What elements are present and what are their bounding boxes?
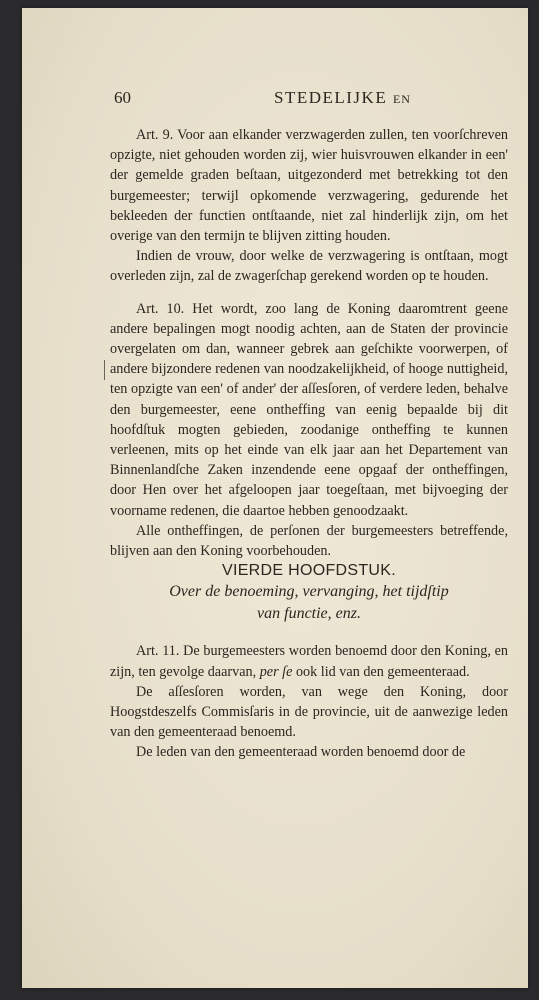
paragraph-art-9: Art. 9. Voor aan elkander verzwagerden zullen, ten voorſchreven opzigte, niet gehouden worden zij, wier huisvrouwen elkander in een' der gemelde graden beſtaan, uitgezonderd met betrekking tot den burgemeester; terwijl opkomende verzwagering, gedurende het bekleeden der functien ontſtaande, niet zal hinderlijk zijn, om het overige van den termijn te blijven zitting houden. <box>110 127 508 245</box>
book-page <box>22 8 528 988</box>
art-11-tail: ook lid van den gemeenteraad. <box>295 663 470 680</box>
page-number: 60 <box>114 88 131 107</box>
chapter-subtitle-line-2: van functie, enz. <box>257 605 361 623</box>
chapter-subtitle <box>110 581 508 625</box>
paragraph-art-10-cont: Alle ontheffingen, de perſonen der burgemeesters betreffende, blijven aan den Koning voorbehouden. <box>110 522 508 560</box>
paragraph-leden: De leden van den gemeenteraad worden benoemd door de <box>136 744 466 761</box>
page-body <box>110 125 508 763</box>
running-title-main: STEDELIJKE <box>274 88 388 107</box>
running-title <box>274 88 411 108</box>
paragraph-art-9-cont: Indien de vrouw, door welke de verzwagering is ontſtaan, mogt overleden zijn, zal de zwagerſchap gerekend worden op te houden. <box>110 248 508 285</box>
art-11-italic: per ſe <box>259 663 293 680</box>
running-title-suffix: EN <box>392 92 411 106</box>
margin-mark <box>104 360 105 380</box>
paragraph-art-11 <box>110 641 508 681</box>
paragraph-assessoren: De aſſesſoren worden, van wege den Koning, door Hoogstdeszelfs Commisſaris in de provincie, uit de aanwezige leden van den gemeenteraad benoemd. <box>110 683 508 741</box>
art-11-lead: Art. 11. De burgemeesters worden benoemd door den Koning, en zijn, ten gevolge daarvan, <box>110 643 508 680</box>
page-header <box>114 88 514 114</box>
chapter-heading: VIERDE HOOFDSTUK. <box>221 562 396 580</box>
chapter-subtitle-line-1: Over de benoeming, vervanging, het tijdſtip <box>169 583 449 601</box>
paragraph-art-10: Art. 10. Het wordt, zoo lang de Koning daaromtrent geene andere bepalingen mogt noodig achten, aan de Staten der provincie overgelaten om dan, wanneer gebrek aan geſchikte voorwerpen, of andere bijzondere redenen van noodzakelijkheid, of hooge nuttigheid, ten opzigte van een' of ander' der aſſesſoren, of verdere leden, behalve den burgemeester, eene ontheffing van eenig bepaalde bij dit hoofdſtuk mogten gebieden, zoodanige ontheffing te kunnen verleenen, mits op het einde van elk jaar aan het Departement van Binnenlandſche Zaken inzendende eene opgaaf der ontheffingen, door Hen over het afgeloopen jaar toegeſtaan, met bijvoeging der voorname redenen, die daartoe hebben genoodzaakt. <box>110 300 508 519</box>
